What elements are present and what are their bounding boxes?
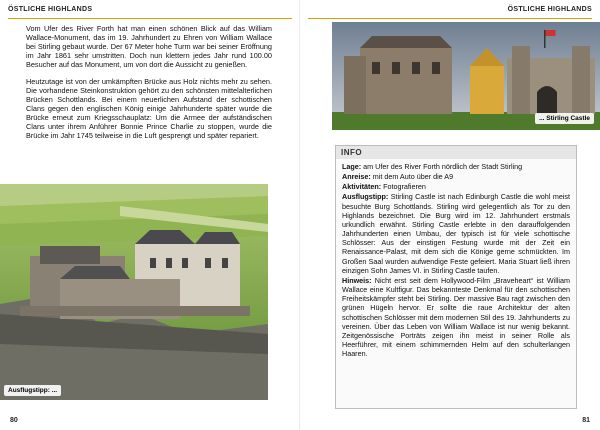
photo-caption-left: Ausflugstipp: ... (4, 385, 61, 396)
info-item-lage (342, 162, 570, 171)
info-item-ausflugstipp (342, 192, 570, 274)
info-box (335, 145, 577, 409)
photo-caption-right: ... Stirling Castle (535, 113, 594, 124)
page-number-left: 80 (10, 417, 18, 424)
info-text: Fotografieren (383, 182, 426, 192)
right-page (300, 0, 600, 430)
info-label: Aktivitäten: (342, 182, 382, 192)
body-text (26, 24, 272, 148)
stirling-castle-photo (332, 22, 600, 130)
info-text: am Ufer des River Forth nördlich der Stadt Stirling (363, 162, 523, 171)
running-header-right: ÖSTLICHE HIGHLANDS (308, 6, 592, 19)
info-item-aktivitaeten (342, 182, 570, 191)
paragraph-2: Heutzutage ist von der umkämpften Brücke aus Holz nichts mehr zu sehen. Die vorhandene Steinkonstruktion gehört zu den schönsten mittelalterlichen Brücken Schottlands. Bei einem neuerlichen Aufstand der schottischen Clans gegen den englischen König einige Jahrhunderte später wurde die Brücke erneut zum Kriegsschauplatz: Um die Armee der aufständischen Clans unter ihrem Anführer Bonnie Prince Charlie zu stoppen, wurde die Brücke im Jahr 1745 teilweise in die Luft gesprengt und später repariert. (26, 77, 272, 140)
info-title: INFO (336, 146, 576, 159)
castle-aerial-photo (0, 184, 268, 400)
info-text: mit dem Auto über die A9 (372, 172, 454, 182)
info-body (336, 159, 576, 358)
running-header-left: ÖSTLICHE HIGHLANDS (8, 6, 292, 19)
info-item-anreise (342, 172, 570, 181)
info-label: Lage: (342, 162, 362, 171)
info-item-hinweis (342, 276, 570, 358)
page-number-right: 81 (582, 417, 590, 424)
info-text: Nicht erst seit dem Hollywood-Film „Braveheart“ ist William Wallace eine Kultfigur. Das bekannteste Denkmal für den schottischen Freiheitskämpfer steht bei Stirling. Der massive Bau ragt zwischen den grünen Hügeln hervor. Er sollte die raue Architektur der alten schottischen Schlösser mit dem modernen Stil des 19. Jahrhunderts zu vereinen. Über das Leben von William Wallace ist nur wenig bekannt. Zeitgenössische Porträts zeigen ihn meist in seiner Rolle als Heerführer, mit einem schimmernden Helm auf den schulterlangen Haaren. (342, 275, 570, 359)
paragraph-1: Vom Ufer des River Forth hat man einen schönen Blick auf das William Wallace-Monument, das im 19. Jahrhundert zu Ehren von William Wallace bei Stirling gebaut wurde. Der 67 Meter hohe Turm war bei seiner Eröffnung im Jahr 1861 sehr umstritten. Doch nun klettern jedes Jahr rund 100.00 Besucher auf das Monument, um von dort die Aussicht zu genießen. (26, 24, 272, 69)
info-label: Anreise: (342, 172, 371, 182)
info-label: Hinweis: (342, 275, 372, 285)
info-text: Stirling Castle ist nach Edinburgh Castle die wohl meist besuchte Burg Schottlands. Stirling wird gelegentlich als Tor zu den Highlands bezeichnet. Die Burg wird im 12. Jahrhundert erstmals urkundlich erwähnt. Stirling Castle erlebte in den darauffolgenden Jahrhunderten einen Umbau, der typisch ist für viele schottische Schlösser: Aus der einstigen Festung wurde mit der Zeit ein Renaissance-Palast, mit dem sich die Könige gerne schmückten. Im Großen Saal wurden aufwendige Feste gefeiert. Maria Stuart ließ ihren einzigen Sohn James VI. in Stirling Castle taufen. (342, 192, 571, 275)
info-label: Ausflugstipp: (342, 192, 389, 202)
